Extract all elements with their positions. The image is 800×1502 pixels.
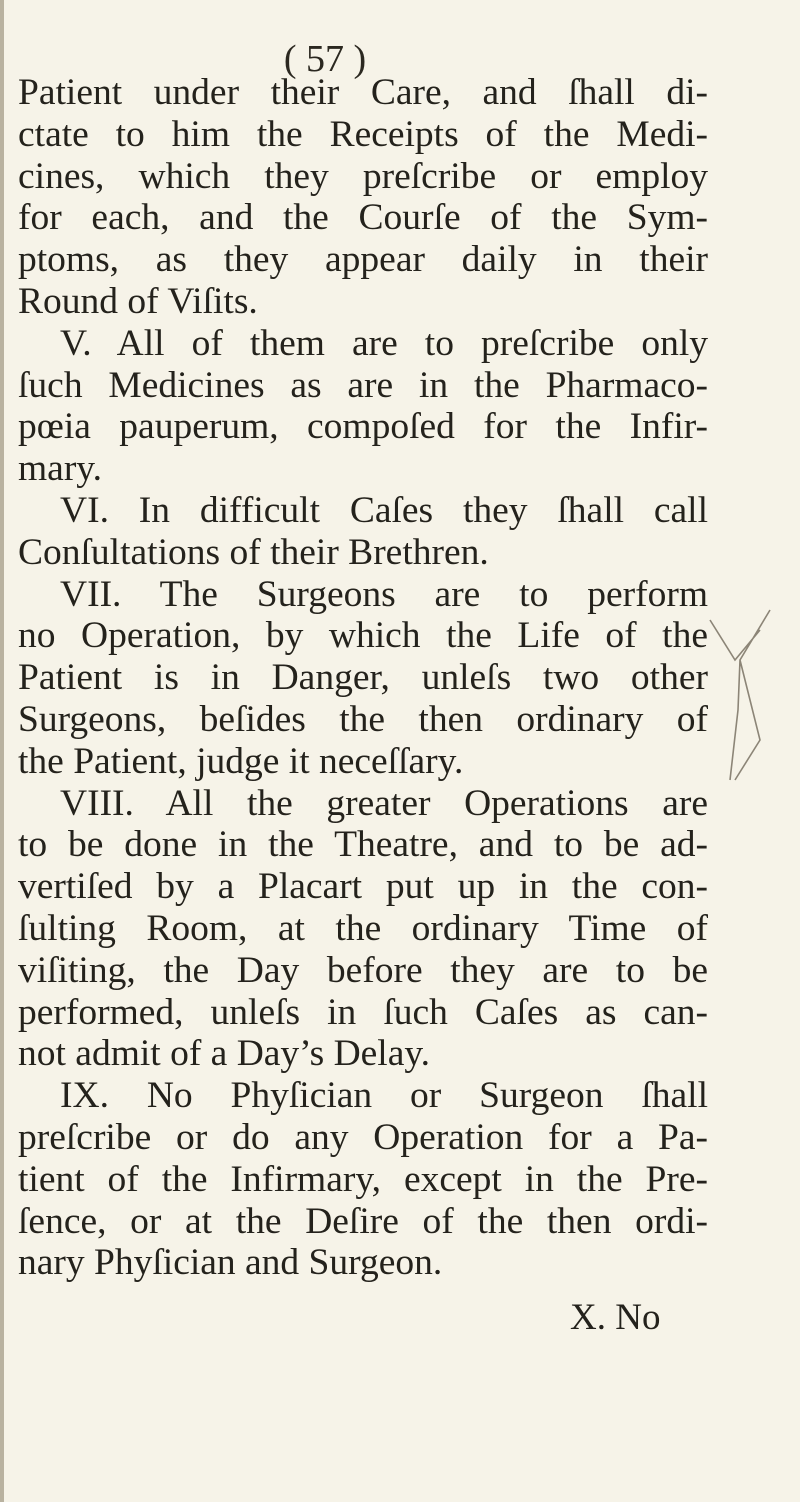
text-line: mary. [18,448,102,490]
margin-bracket-mark [700,590,790,790]
page-number: ( 57 ) [283,38,367,80]
page-gutter [0,0,4,1502]
text-line: Round of Viſits. [18,280,258,322]
text-line: to be done in the Theatre, and to be ad- [18,824,708,866]
article-v: V. All of them are to preſcribe only [60,322,708,364]
text-line: preſcribe or do any Operation for a Pa- [18,1116,708,1158]
text-line: performed, unleſs in ſuch Caſes as can- [18,991,708,1033]
text-line: pœia pauperum, compoſed for the Infir- [18,406,708,448]
text-line: for each, and the Courſe of the Sym- [18,197,708,239]
text-line: the Patient, judge it neceſſary. [18,740,464,782]
text-line: not admit of a Day’s Delay. [18,1033,431,1075]
text-line: vertiſed by a Placart put up in the con- [18,866,708,908]
text-line: no Operation, by which the Life of the [18,615,708,657]
body-text [18,72,708,1284]
article-viii: VIII. All the greater Operations are [60,782,708,824]
article-vii: VII. The Surgeons are to perform [60,573,708,615]
article-vi: VI. In difficult Caſes they ſhall call [60,489,708,531]
text-line: ptoms, as they appear daily in their [18,239,708,281]
text-line: Surgeons, beſides the then ordinary of [18,698,708,740]
catchword: X. No [570,1297,661,1338]
text-line: ctate to him the Receipts of the Medi- [18,113,708,155]
text-line: ſence, or at the Deſire of the then ordi- [18,1200,708,1242]
text-line: Conſultations of their Brethren. [18,531,489,573]
text-line: ſulting Room, at the ordinary Time of [18,907,708,949]
article-ix: IX. No Phyſician or Surgeon ſhall [60,1075,708,1117]
text-line: nary Phyſician and Surgeon. [18,1242,443,1284]
text-line: ſuch Medicines as are in the Pharmaco- [18,364,708,406]
text-line: tient of the Infirmary, except in the Pre- [18,1158,708,1200]
text-line: Patient under their Care, and ſhall di- [18,72,708,113]
text-line: Patient is in Danger, unleſs two other [18,657,708,699]
text-line: cines, which they preſcribe or employ [18,155,708,197]
text-line: viſiting, the Day before they are to be [18,949,708,991]
